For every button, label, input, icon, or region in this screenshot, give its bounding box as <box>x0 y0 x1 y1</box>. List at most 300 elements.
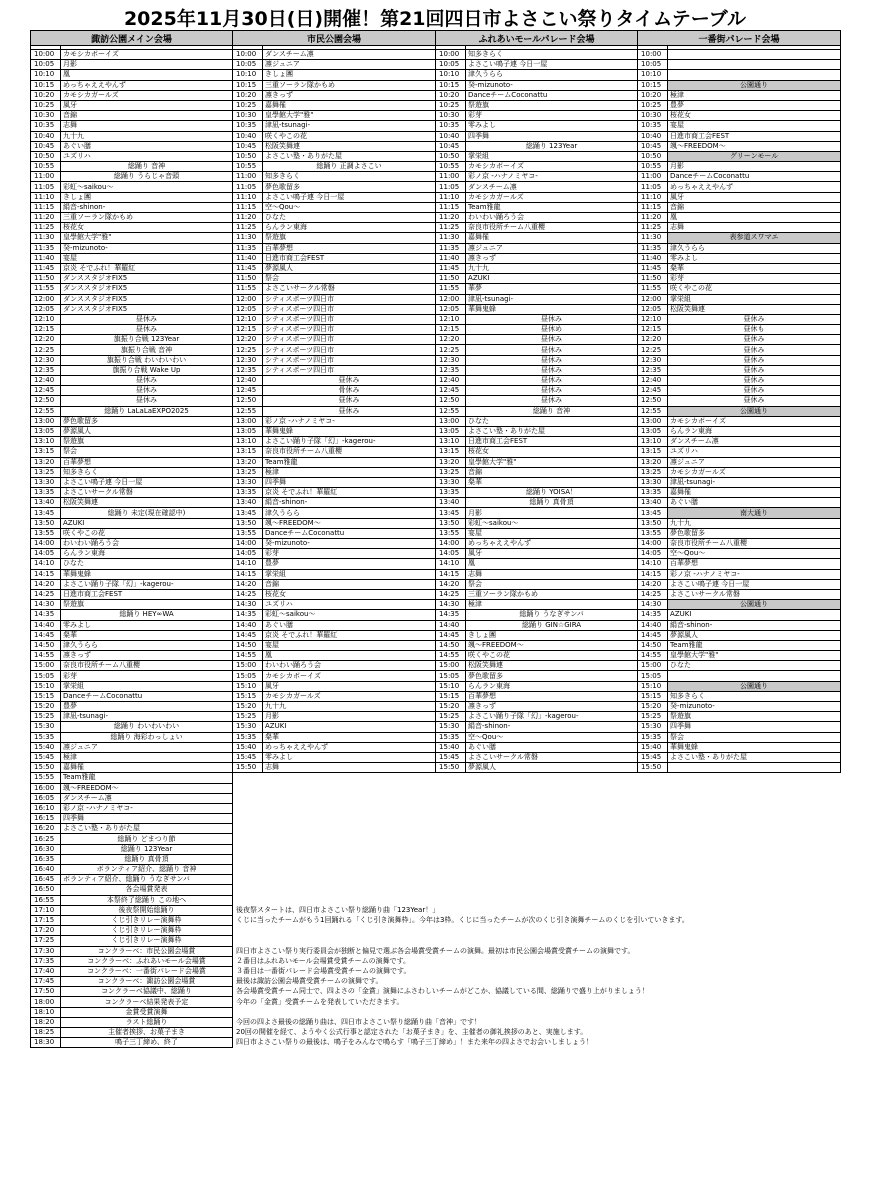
time-cell: 10:30 <box>233 111 263 121</box>
time-cell: 11:00 <box>31 172 61 182</box>
table-row <box>31 508 841 518</box>
time-cell: 14:30 <box>638 600 668 610</box>
team-cell: 颯〜FREEDOM〜 <box>263 518 436 528</box>
time-cell: 10:15 <box>31 80 61 90</box>
time-cell: 10:45 <box>638 141 668 151</box>
time-cell: 10:10 <box>31 70 61 80</box>
time-cell: 15:45 <box>436 752 466 762</box>
team-cell: わいわい踊ろう会 <box>61 539 233 549</box>
time-cell: 10:45 <box>436 141 466 151</box>
time-cell: 10:10 <box>638 70 668 80</box>
table-row <box>31 528 841 538</box>
blank-area <box>233 885 841 895</box>
team-cell: きしょ團 <box>61 192 233 202</box>
afterparty-row <box>31 987 841 997</box>
team-cell: 皇學館大学"雅" <box>263 111 436 121</box>
team-cell: 祭遊旗 <box>61 600 233 610</box>
team-cell: AZUKI <box>668 610 841 620</box>
time-cell: 10:20 <box>31 90 61 100</box>
team-cell: ダンススタジオFIX5 <box>61 294 233 304</box>
time-cell: 15:50 <box>638 763 668 773</box>
team-cell: 華舞鬼蜂 <box>668 742 841 752</box>
time-cell: 15:55 <box>31 773 61 783</box>
table-row <box>31 488 841 498</box>
time-cell: 11:55 <box>436 284 466 294</box>
afterparty-event: コンクラーベ：諏訪公園会場賞 <box>61 977 233 987</box>
time-cell: 12:25 <box>233 345 263 355</box>
time-cell: 13:10 <box>436 437 466 447</box>
time-cell: 12:40 <box>233 376 263 386</box>
time-cell: 15:05 <box>638 671 668 681</box>
venue-header: ふれあいモールパレード会場 <box>436 31 638 46</box>
time-cell: 13:45 <box>436 508 466 518</box>
time-cell: 13:55 <box>31 528 61 538</box>
table-row <box>31 457 841 467</box>
team-cell: 祭会 <box>668 732 841 742</box>
team-cell: 極津 <box>263 467 436 477</box>
time-cell: 10:00 <box>638 50 668 60</box>
team-cell: よさこいサークル常磐 <box>466 752 638 762</box>
time-cell: 10:40 <box>233 131 263 141</box>
time-cell: 15:20 <box>233 702 263 712</box>
time-cell: 15:00 <box>233 661 263 671</box>
time-cell: 16:30 <box>31 844 61 854</box>
table-row <box>31 345 841 355</box>
afterparty-row <box>31 1028 841 1038</box>
team-cell: あぐい膳 <box>466 742 638 752</box>
team-cell: 祭遊旗 <box>263 233 436 243</box>
team-cell <box>668 50 841 60</box>
section-label: 公園通り <box>668 681 841 691</box>
team-cell: 嘉舞罹 <box>466 233 638 243</box>
table-row <box>31 80 841 90</box>
team-cell: 四季舞 <box>263 477 436 487</box>
team-cell: 日進市商工会FEST <box>263 253 436 263</box>
table-row <box>31 702 841 712</box>
table-row <box>31 600 841 610</box>
section-label: 表参道スワマエ <box>668 233 841 243</box>
team-cell: 粲華 <box>61 630 233 640</box>
team-cell: 彩芽 <box>466 111 638 121</box>
team-cell: 癸-mizunoto- <box>668 702 841 712</box>
team-cell: 皇學館大学"雅" <box>668 651 841 661</box>
event-cell: 昼休み <box>668 386 841 396</box>
time-cell: 16:25 <box>31 834 61 844</box>
team-cell: よさこい塾・ありがた屋 <box>466 426 638 436</box>
time-cell: 14:35 <box>436 610 466 620</box>
team-cell: 掌栄組 <box>263 569 436 579</box>
table-row <box>31 243 841 253</box>
time-cell: 11:50 <box>31 274 61 284</box>
afterparty-event: 主催者挨拶、お菓子まき <box>61 1028 233 1038</box>
time-cell: 10:50 <box>638 151 668 161</box>
blank-area <box>233 865 841 875</box>
time-cell: 15:35 <box>638 732 668 742</box>
team-cell: 四季舞 <box>61 814 233 824</box>
team-cell: 颯〜FREEDOM〜 <box>466 640 638 650</box>
time-cell: 15:10 <box>31 681 61 691</box>
time-cell: 13:25 <box>436 467 466 477</box>
team-cell: 凛ジュニア <box>668 457 841 467</box>
time-cell: 12:45 <box>233 386 263 396</box>
team-cell: 夢色歌留多 <box>61 416 233 426</box>
team-cell: 知多きらく <box>263 172 436 182</box>
time-cell: 10:20 <box>233 90 263 100</box>
team-cell: シティスポーツ四日市 <box>263 335 436 345</box>
time-cell: 11:35 <box>233 243 263 253</box>
time-cell: 12:50 <box>233 396 263 406</box>
team-cell: カモシカガールズ <box>466 192 638 202</box>
event-cell: 昼休み <box>263 396 436 406</box>
time-cell: 17:15 <box>31 915 61 925</box>
time-cell: 12:15 <box>436 325 466 335</box>
team-cell: 宴屋 <box>61 253 233 263</box>
team-cell: ダンスチーム凛 <box>61 793 233 803</box>
table-row <box>31 783 841 793</box>
table-row <box>31 640 841 650</box>
afterparty-event: くじ引きリレー演舞枠 <box>61 915 233 925</box>
time-cell: 11:30 <box>436 233 466 243</box>
time-cell: 12:05 <box>638 304 668 314</box>
team-cell: めっちゃええやんず <box>61 80 233 90</box>
event-cell: 総踊り わいわいわい <box>61 722 233 732</box>
team-cell: 奈良市役所チーム八重櫻 <box>668 539 841 549</box>
event-cell: 昼休み <box>61 325 233 335</box>
team-cell: カモシカボーイズ <box>466 162 638 172</box>
time-cell: 14:55 <box>233 651 263 661</box>
team-cell: よさこいサークル常磐 <box>61 488 233 498</box>
team-cell: 咲くやこの花 <box>263 131 436 141</box>
time-cell: 12:05 <box>31 304 61 314</box>
time-cell: 11:00 <box>233 172 263 182</box>
time-cell: 11:05 <box>638 182 668 192</box>
time-cell: 12:25 <box>436 345 466 355</box>
table-row <box>31 406 841 416</box>
time-cell: 12:55 <box>31 406 61 416</box>
time-cell: 11:05 <box>233 182 263 192</box>
table-row <box>31 70 841 80</box>
event-cell: 昼休み <box>668 376 841 386</box>
time-cell: 12:10 <box>233 314 263 324</box>
team-cell: 凛ジュニア <box>61 742 233 752</box>
team-cell: 三重ソーラン隊かもめ <box>263 80 436 90</box>
time-cell: 11:40 <box>233 253 263 263</box>
time-cell: 10:10 <box>233 70 263 80</box>
time-cell: 16:35 <box>31 854 61 864</box>
event-cell: 総踊り 123Year <box>466 141 638 151</box>
time-cell: 17:45 <box>31 977 61 987</box>
team-cell: 豊夢 <box>61 702 233 712</box>
team-cell: 粲華 <box>263 732 436 742</box>
team-cell: めっちゃええやんず <box>263 742 436 752</box>
table-row <box>31 335 841 345</box>
team-cell: 津凪-tsunagi- <box>668 477 841 487</box>
time-cell: 13:45 <box>233 508 263 518</box>
team-cell: 豊夢 <box>668 100 841 110</box>
time-cell: 14:50 <box>31 640 61 650</box>
team-cell: 癸-mizunoto- <box>61 243 233 253</box>
team-cell: シティスポーツ四日市 <box>263 365 436 375</box>
team-cell: 凰 <box>466 559 638 569</box>
table-row <box>31 885 841 895</box>
timetable-sheet <box>30 30 840 1048</box>
time-cell: 15:15 <box>233 691 263 701</box>
time-cell: 11:55 <box>638 284 668 294</box>
event-cell: 総踊り 音神 <box>61 162 233 172</box>
time-cell: 11:15 <box>31 202 61 212</box>
team-cell: 百華夢想 <box>263 243 436 253</box>
time-cell: 10:10 <box>436 70 466 80</box>
time-cell: 14:10 <box>436 559 466 569</box>
time-cell: 14:10 <box>638 559 668 569</box>
section-label: 公園通り <box>668 600 841 610</box>
team-cell: 祭会 <box>61 447 233 457</box>
time-cell: 11:25 <box>436 223 466 233</box>
time-cell: 15:25 <box>638 712 668 722</box>
blank-area <box>233 814 841 824</box>
afterparty-note: 最後は諏訪公園会場賞受賞チームの演舞です。 <box>236 977 383 986</box>
time-cell: 14:15 <box>233 569 263 579</box>
team-cell: シティスポーツ四日市 <box>263 314 436 324</box>
time-cell: 12:50 <box>638 396 668 406</box>
team-cell: 彩虹〜saikou〜 <box>466 518 638 528</box>
time-cell: 12:45 <box>31 386 61 396</box>
team-cell: Team雅龍 <box>61 773 233 783</box>
table-row <box>31 610 841 620</box>
time-cell: 15:10 <box>233 681 263 691</box>
team-cell: 津久うらら <box>668 243 841 253</box>
afterparty-row <box>31 905 841 915</box>
time-cell: 14:00 <box>638 539 668 549</box>
team-cell: カモシカボーイズ <box>263 671 436 681</box>
event-cell: 総踊り LaLaLaEXPO2025 <box>61 406 233 416</box>
team-cell: 京炎 そでふれ！華羅紅 <box>61 263 233 273</box>
team-cell: 三重ソーラン隊かもめ <box>61 213 233 223</box>
time-cell: 10:05 <box>31 60 61 70</box>
time-cell: 16:10 <box>31 803 61 813</box>
table-row <box>31 803 841 813</box>
time-cell: 13:25 <box>31 467 61 477</box>
time-cell: 14:00 <box>233 539 263 549</box>
team-cell: 絹音-shinon- <box>61 202 233 212</box>
team-cell: 豊夢 <box>263 559 436 569</box>
time-cell: 15:30 <box>31 722 61 732</box>
team-cell: 夢源風人 <box>466 763 638 773</box>
time-cell: 18:25 <box>31 1028 61 1038</box>
time-cell: 12:20 <box>233 335 263 345</box>
team-cell: 嘉舞罹 <box>263 100 436 110</box>
time-cell: 13:35 <box>31 488 61 498</box>
event-cell: 旗振り合戦 Wake Up <box>61 365 233 375</box>
event-cell: 総踊り うなぎサンバ <box>466 610 638 620</box>
team-cell: カモシカボーイズ <box>668 416 841 426</box>
team-cell: 零みよし <box>61 620 233 630</box>
team-cell: 松阪笑舞連 <box>668 304 841 314</box>
time-cell: 18:20 <box>31 1017 61 1027</box>
time-cell: 13:15 <box>638 447 668 457</box>
time-cell: 14:30 <box>233 600 263 610</box>
time-cell: 13:50 <box>638 518 668 528</box>
time-cell: 16:20 <box>31 824 61 834</box>
table-row <box>31 141 841 151</box>
blank-area <box>233 783 841 793</box>
team-cell: 夢色歌留多 <box>263 182 436 192</box>
table-row <box>31 100 841 110</box>
afterparty-row <box>31 1038 841 1048</box>
team-cell: 彩ノ京 -ハナノミヤコ- <box>668 569 841 579</box>
table-row <box>31 426 841 436</box>
table-row <box>31 539 841 549</box>
team-cell: ダンスチーム凛 <box>668 437 841 447</box>
team-cell: あぐい膳 <box>61 141 233 151</box>
team-cell <box>668 763 841 773</box>
team-cell: 嘉舞罹 <box>61 763 233 773</box>
time-cell: 12:35 <box>31 365 61 375</box>
timetable-body <box>31 50 841 1048</box>
time-cell: 15:10 <box>436 681 466 691</box>
event-cell: 総踊り HEY∞WA <box>61 610 233 620</box>
team-cell: 百華夢想 <box>61 457 233 467</box>
time-cell: 10:40 <box>436 131 466 141</box>
table-row <box>31 274 841 284</box>
team-cell: AZUKI <box>466 274 638 284</box>
team-cell: ユズリハ <box>668 447 841 457</box>
time-cell: 10:55 <box>436 162 466 172</box>
team-cell: ひなた <box>263 213 436 223</box>
time-cell: 11:25 <box>638 223 668 233</box>
event-cell: 昼休み <box>466 365 638 375</box>
time-cell: 14:10 <box>31 559 61 569</box>
afterparty-note: ２番目はふれあいモール会場賞受賞チームの演舞です。 <box>236 956 411 965</box>
team-cell: らんラン東海 <box>668 426 841 436</box>
time-cell: 14:15 <box>638 569 668 579</box>
time-cell: 11:00 <box>638 172 668 182</box>
team-cell: 彩芽 <box>668 274 841 284</box>
team-cell: カモシカガールズ <box>668 467 841 477</box>
team-cell: 絹音-shinon- <box>263 498 436 508</box>
event-cell: 各会場賞発表 <box>61 885 233 895</box>
team-cell: 空〜Qou〜 <box>668 549 841 559</box>
team-cell: 夢源風人 <box>668 630 841 640</box>
time-cell: 10:00 <box>31 50 61 60</box>
team-cell: 知多きらく <box>668 691 841 701</box>
time-cell: 14:30 <box>31 600 61 610</box>
afterparty-event: コンクラーベ：市民公園会場賞 <box>61 946 233 956</box>
table-row <box>31 589 841 599</box>
team-cell: 癸-mizunoto- <box>466 80 638 90</box>
venue-header: 一番街パレード会場 <box>638 31 841 46</box>
team-cell: らんラン東海 <box>466 681 638 691</box>
team-cell: ボランティア紹介、総踊り うなぎサンバ <box>61 875 233 885</box>
team-cell: 華舞鬼蜂 <box>263 426 436 436</box>
event-cell: 昼休み <box>263 406 436 416</box>
team-cell: 絹音-shinon- <box>466 722 638 732</box>
time-cell: 15:40 <box>31 742 61 752</box>
time-cell: 13:05 <box>436 426 466 436</box>
blank-area <box>233 834 841 844</box>
time-cell: 10:50 <box>31 151 61 161</box>
afterparty-note: 20回の開催を経て、ようやく公式行事と認定された「お菓子まき」を、主催者の御礼挨拶のあと、実施します。 <box>236 1028 588 1037</box>
time-cell: 12:10 <box>638 314 668 324</box>
team-cell: 凛ジュニア <box>466 243 638 253</box>
time-cell: 12:55 <box>436 406 466 416</box>
time-cell: 10:25 <box>638 100 668 110</box>
time-cell: 10:35 <box>638 121 668 131</box>
team-cell: 奈良市役所チーム八重櫻 <box>466 223 638 233</box>
time-cell: 12:05 <box>436 304 466 314</box>
time-cell: 13:40 <box>31 498 61 508</box>
team-cell: 空〜Qou〜 <box>263 202 436 212</box>
time-cell: 14:20 <box>638 579 668 589</box>
time-cell: 17:50 <box>31 987 61 997</box>
time-cell: 13:35 <box>638 488 668 498</box>
time-cell: 11:40 <box>31 253 61 263</box>
time-cell: 11:05 <box>31 182 61 192</box>
time-cell: 13:20 <box>233 457 263 467</box>
event-cell: 昼休み <box>668 365 841 375</box>
time-cell: 10:35 <box>31 121 61 131</box>
table-row <box>31 732 841 742</box>
team-cell: 津久うらら <box>61 640 233 650</box>
afterparty-event: 後夜祭開始総踊り <box>61 905 233 915</box>
team-cell: 凰 <box>263 651 436 661</box>
time-cell: 13:30 <box>638 477 668 487</box>
time-cell: 12:10 <box>436 314 466 324</box>
event-cell: 昼休み <box>668 345 841 355</box>
time-cell: 10:00 <box>436 50 466 60</box>
event-cell: 総踊り どまつり節 <box>61 834 233 844</box>
table-row <box>31 386 841 396</box>
team-cell: DanceチームCoconattu <box>466 90 638 100</box>
team-cell: 夢源風人 <box>263 263 436 273</box>
team-cell: 奈良市役所チーム八重櫻 <box>263 447 436 457</box>
time-cell: 13:50 <box>31 518 61 528</box>
time-cell: 10:55 <box>638 162 668 172</box>
time-cell: 11:25 <box>31 223 61 233</box>
team-cell: 凛きっず <box>466 702 638 712</box>
timetable-table <box>30 30 841 1048</box>
table-row <box>31 213 841 223</box>
event-cell: 昼休み <box>466 376 638 386</box>
team-cell: 音錦 <box>466 467 638 477</box>
time-cell: 12:45 <box>638 386 668 396</box>
time-cell: 10:15 <box>638 80 668 90</box>
event-cell: 旗振り合戦 わいわいわい <box>61 355 233 365</box>
time-cell: 13:25 <box>233 467 263 477</box>
table-row <box>31 294 841 304</box>
blank-area <box>233 773 841 783</box>
time-cell: 12:40 <box>31 376 61 386</box>
table-row <box>31 325 841 335</box>
team-cell: 桜花女 <box>61 223 233 233</box>
time-cell: 15:05 <box>436 671 466 681</box>
team-cell: よさこい鳴子連 今日一屋 <box>466 60 638 70</box>
time-cell: 10:15 <box>233 80 263 90</box>
time-cell: 15:15 <box>638 691 668 701</box>
event-cell: 昼休み <box>466 335 638 345</box>
team-cell: シティスポーツ四日市 <box>263 345 436 355</box>
event-cell: 昼休み <box>466 345 638 355</box>
table-row <box>31 162 841 172</box>
team-cell: ダンスチーム凛 <box>263 50 436 60</box>
event-cell: 昼休み <box>61 396 233 406</box>
time-cell: 14:25 <box>31 589 61 599</box>
team-cell: わいわい踊ろう会 <box>466 213 638 223</box>
table-row <box>31 355 841 365</box>
table-row <box>31 691 841 701</box>
time-cell: 12:20 <box>31 335 61 345</box>
time-cell: 13:35 <box>233 488 263 498</box>
